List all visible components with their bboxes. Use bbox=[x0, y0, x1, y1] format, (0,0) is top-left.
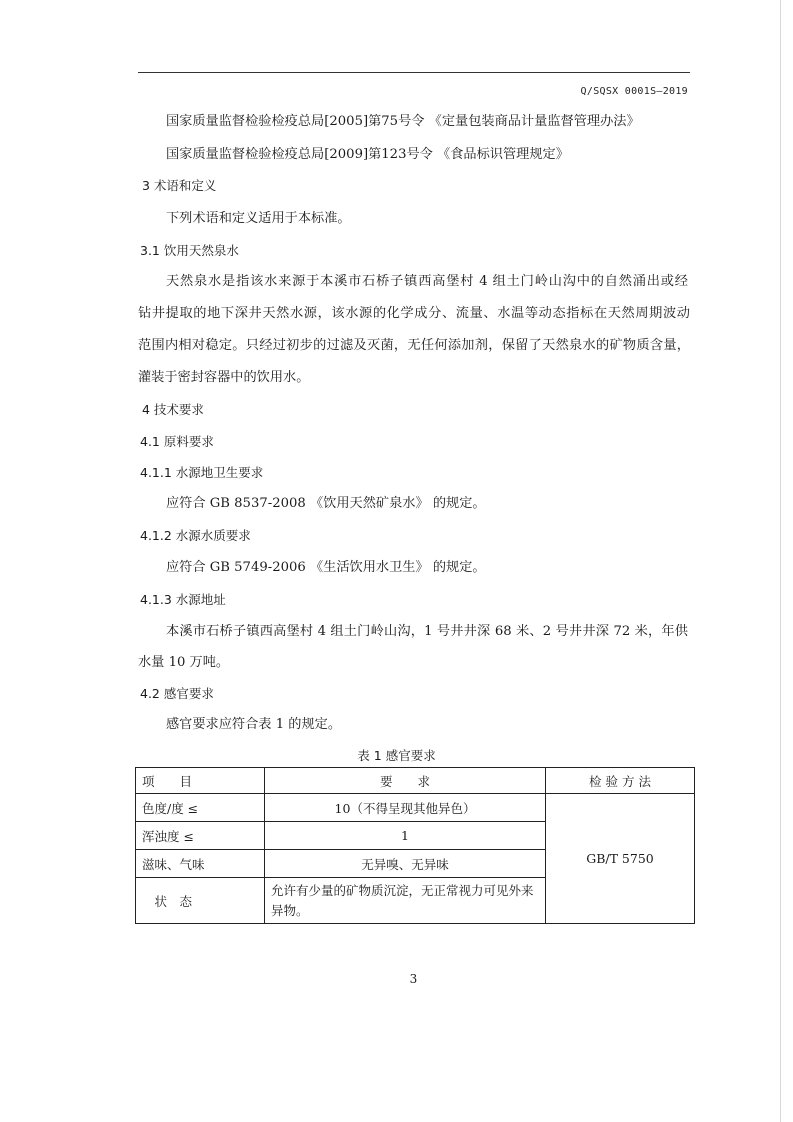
table-cell-item: 浑浊度 ≤ bbox=[136, 822, 265, 850]
table-cell-requirement: 无异嗅、无异味 bbox=[265, 850, 546, 878]
reference-line: 国家质量监督检验检疫总局[2005]第75号令 《定量包装商品计量监督管理办法》 bbox=[166, 114, 640, 129]
table-title: 表 1 感官要求 bbox=[357, 748, 436, 763]
table-cell-requirement: 10（不得呈现其他异色） bbox=[265, 794, 546, 822]
table-cell-method: GB/T 5750 bbox=[546, 794, 695, 924]
paragraph-line: 下列术语和定义适用于本标准。 bbox=[166, 211, 351, 226]
table-cell-item: 滋味、气味 bbox=[136, 850, 265, 878]
table-header-cell: 检 验 方 法 bbox=[546, 768, 695, 794]
section-heading: 4.1.1 水源地卫生要求 bbox=[140, 465, 264, 480]
section-heading: 4.1 原料要求 bbox=[140, 434, 214, 449]
section-heading: 4.1.2 水源水质要求 bbox=[140, 528, 251, 543]
paragraph-line: 本溪市石桥子镇西高堡村 4 组土门岭山沟，1 号井井深 68 米、2 号井井深 72 米，年供 bbox=[166, 624, 688, 639]
table-cell-item: 色度/度 ≤ bbox=[136, 794, 265, 822]
table-header-cell: 要 求 bbox=[265, 768, 546, 794]
page-number: 3 bbox=[409, 972, 418, 986]
paragraph-line: 感官要求应符合表 1 的规定。 bbox=[166, 717, 342, 732]
paragraph-line: 天然泉水是指该水来源于本溪市石桥子镇西高堡村 4 组土门岭山沟中的自然涌出或经 bbox=[166, 274, 688, 289]
paragraph-line: 应符合 GB 8537-2008 《饮用天然矿泉水》 的规定。 bbox=[166, 496, 486, 511]
table-row bbox=[136, 794, 695, 822]
paragraph-line: 范围内相对稳定。只经过初步的过滤及灭菌，无任何添加剂，保留了天然泉水的矿物质含量， bbox=[138, 338, 690, 353]
section-heading: 3 术语和定义 bbox=[142, 178, 217, 193]
table-cell-item: 状 态 bbox=[136, 878, 265, 924]
section-heading: 4 技术要求 bbox=[142, 402, 204, 417]
paragraph-line: 灌装于密封容器中的饮用水。 bbox=[138, 370, 310, 385]
section-heading: 3.1 饮用天然泉水 bbox=[140, 243, 239, 258]
sensory-requirements-table bbox=[135, 767, 695, 924]
paragraph-line: 钻井提取的地下深井天然水源，该水源的化学成分、流量、水温等动态指标在天然周期波动 bbox=[138, 306, 690, 321]
header-rule bbox=[138, 72, 690, 73]
table-cell-requirement: 1 bbox=[265, 822, 546, 850]
paragraph-line: 应符合 GB 5749-2006 《生活饮用水卫生》 的规定。 bbox=[166, 560, 486, 575]
table-header-row bbox=[136, 768, 695, 794]
table-header-cell: 项 目 bbox=[136, 768, 265, 794]
reference-line: 国家质量监督检验检疫总局[2009]第123号令 《食品标识管理规定》 bbox=[166, 147, 569, 162]
scan-edge-line bbox=[780, 0, 781, 1122]
standard-code: Q/SQSX 0001S—2019 bbox=[580, 86, 688, 97]
paragraph-line: 水量 10 万吨。 bbox=[138, 655, 230, 670]
section-heading: 4.1.3 水源地址 bbox=[140, 592, 226, 607]
table-cell-requirement: 允许有少量的矿物质沉淀，无正常视力可见外来异物。 bbox=[265, 878, 546, 924]
section-heading: 4.2 感官要求 bbox=[140, 686, 214, 701]
